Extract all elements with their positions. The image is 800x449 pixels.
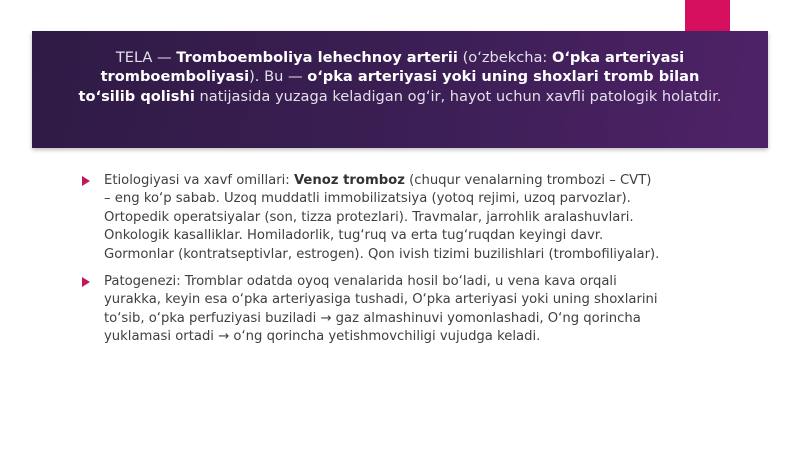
bullet-pathogenesis: Patogenezi: Tromblar odatda oyoq venalarida hosil bo‘ladi, u vena kava orqali yurakka, keyin esa o‘pka arteriyasiga tushadi, O‘pka arteriyasi yoki uning shoxlarini to‘sib, o‘pka perfuziyasi buziladi → gaz almashinuvi yomonlashadi, O‘ng qorincha yuklamasi ortadi → o‘ng qorincha yetishmovchiligi vujudga keladi. (82, 273, 662, 347)
triangle-bullet-icon (82, 277, 90, 287)
bullet-etiology: Etiologiyasi va xavf omillari: Venoz tromboz (chuqur venalarning trombozi – CVT) – eng ko‘p sabab. Uzoq muddatli immobilizatsiya (yotoq rejimi, uzoq parvozlar). Ortopedik operatsiyalar (son, tizza protezlari). Travmalar, jarrohlik aralashuvlari. Onkologik kasalliklar. Homiladorlik, tug‘ruq va erta tug‘ruqdan keyingi davr. Gormonlar (kontratseptivlar, estrogen). Qon ivish tizimi buzilishlari (trombofiliyalar). (82, 172, 662, 264)
triangle-bullet-icon (82, 176, 90, 186)
slide-content (82, 172, 662, 356)
slide-title: TELA — Tromboemboliya lehechnoy arterii (o‘zbekcha: O‘pka arteriyasi tromboemboliyasi). Bu — o‘pka arteriyasi yoki uning shoxlari tromb bilan to‘silib qolishi natijasida yuzaga keladigan og‘ir, hayot uchun xavfli patologik holatdir. (78, 49, 722, 105)
